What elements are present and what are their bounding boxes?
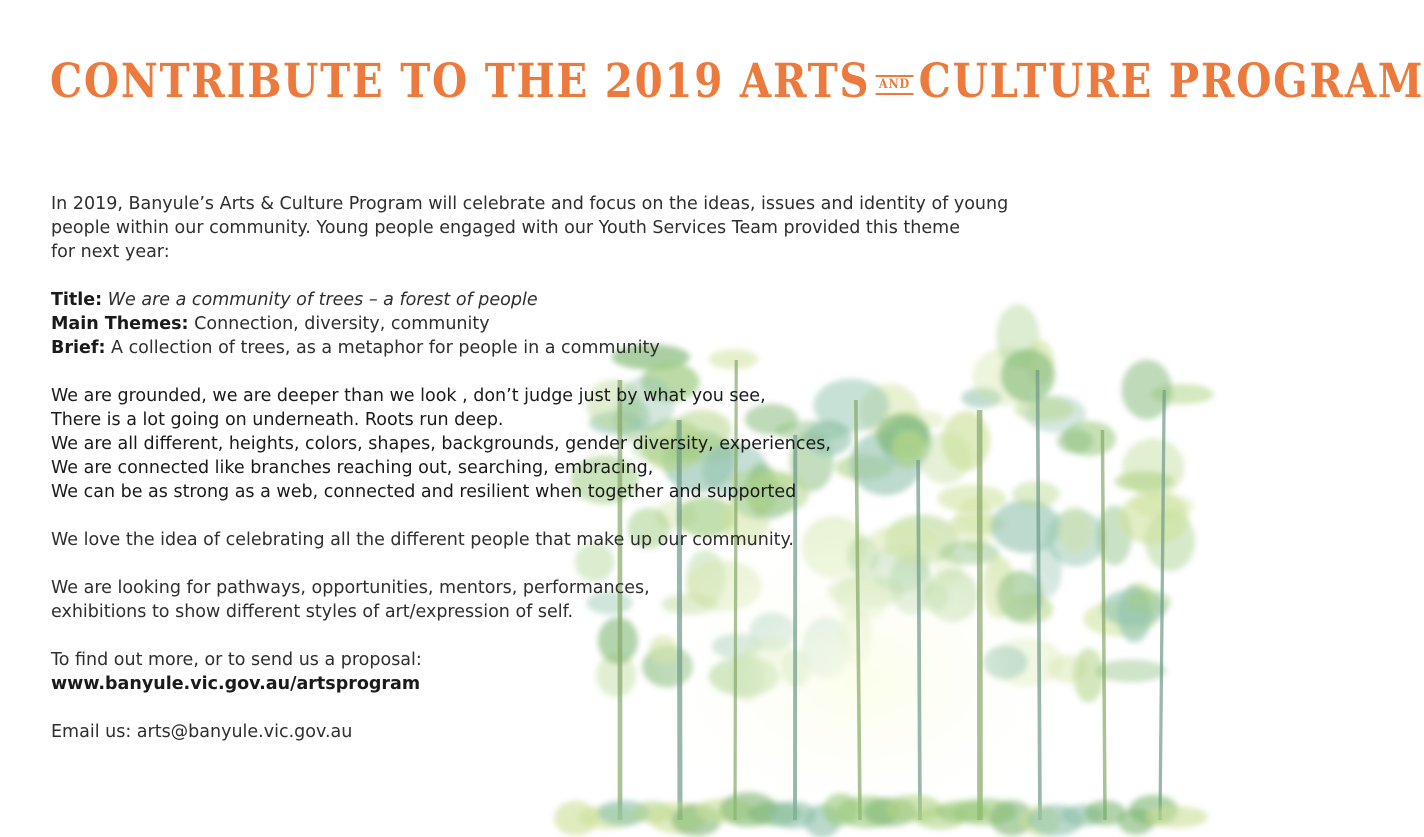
poem-line-3: We are all different, heights, colors, shapes, backgrounds, gender diversity, experiences,	[51, 434, 831, 454]
poem-line-2: There is a lot going on underneath. Roots run deep.	[51, 410, 504, 430]
page-title	[50, 52, 1424, 112]
brief-label: Brief:	[51, 338, 106, 358]
looking-line-2: exhibitions to show different styles of art/expression of self.	[51, 602, 574, 622]
body-content	[51, 192, 1111, 744]
poem-line-5: We can be as strong as a web, connected and resilient when together and supported	[51, 482, 797, 502]
intro-line-3: for next year:	[51, 242, 170, 262]
tree-foliage	[1128, 589, 1171, 614]
website-link[interactable]: www.banyule.vic.gov.au/artsprogram	[51, 674, 421, 694]
intro-line-1: In 2019, Banyule’s Arts & Culture Program will celebrate and focus on the ideas, issues and identity of young	[51, 194, 1009, 214]
find-out-text: To find out more, or to send us a proposal:	[51, 650, 422, 670]
intro-line-2: people within our community. Young people engaged with our Youth Services Team provided this theme	[51, 218, 960, 238]
brief-row	[51, 336, 1111, 360]
title-row	[51, 288, 1111, 312]
email-text[interactable]: Email us: arts@banyule.vic.gov.au	[51, 722, 353, 742]
ground-foliage	[1146, 806, 1208, 827]
looking-line-1: We are looking for pathways, opportunities, mentors, performances,	[51, 578, 650, 598]
title-part-1: CONTRIBUTE TO THE 2019 ARTS	[50, 54, 871, 109]
title-and-ornament: AND	[875, 75, 913, 95]
celebrate-text: We love the idea of celebrating all the different people that make up our community.	[51, 530, 794, 550]
title-part-2: CULTURE PROGRAM	[918, 54, 1424, 109]
themes-value: Connection, diversity, community	[194, 314, 490, 334]
title-value: We are a community of trees – a forest of people	[107, 290, 538, 310]
poem-line-1: We are grounded, we are deeper than we look , don’t judge just by what you see,	[51, 386, 766, 406]
brief-value: A collection of trees, as a metaphor for people in a community	[111, 338, 660, 358]
tree-foliage	[1122, 438, 1184, 496]
poem-line-4: We are connected like branches reaching out, searching, embracing,	[51, 458, 654, 478]
tree-foliage	[1119, 491, 1189, 545]
title-label: Title:	[51, 290, 103, 310]
themes-row	[51, 312, 1111, 336]
themes-label: Main Themes:	[51, 314, 189, 334]
